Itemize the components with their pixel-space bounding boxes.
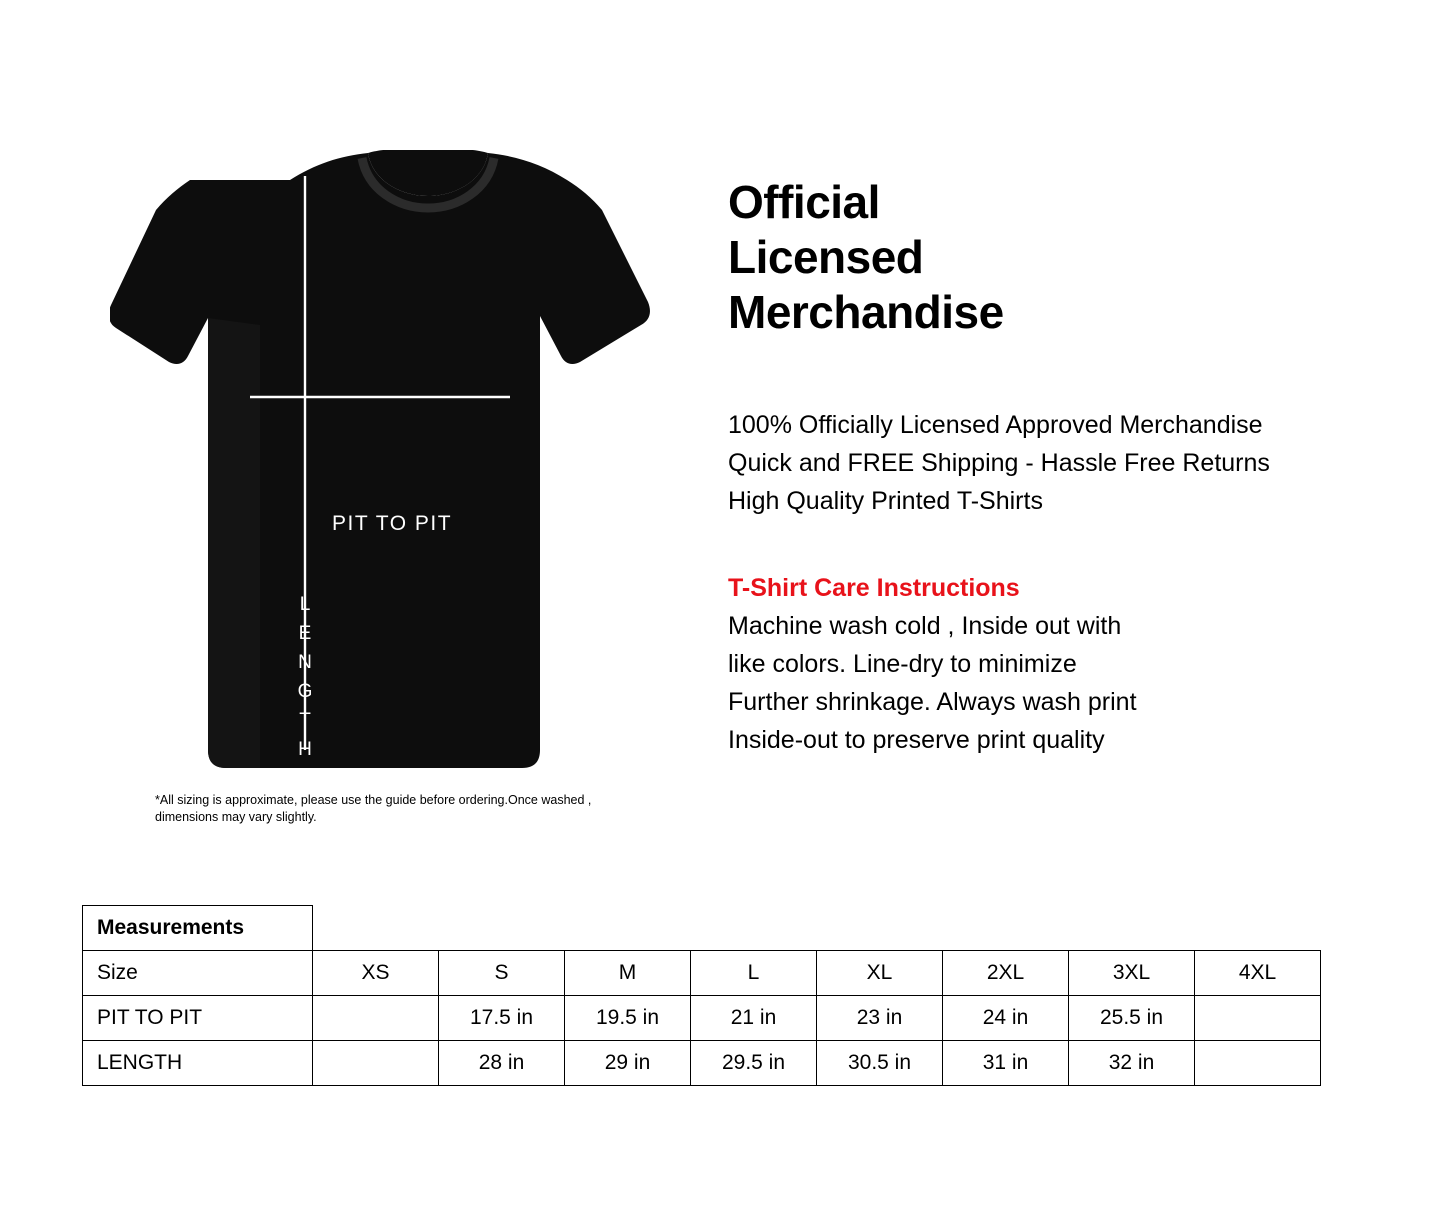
table-row-pit-to-pit <box>83 996 1321 1041</box>
care-line: like colors. Line-dry to minimize <box>728 650 1077 678</box>
care-instructions-heading: T-Shirt Care Instructions <box>728 574 1020 602</box>
size-header-4xl: 4XL <box>1195 951 1321 996</box>
cell-pit-to-pit-2xl: 24 in <box>943 996 1069 1041</box>
table-row-title <box>83 906 1321 951</box>
pit-to-pit-label: PIT TO PIT <box>332 512 453 535</box>
cell-length-2xl: 31 in <box>943 1041 1069 1086</box>
spacer-cell <box>1069 906 1195 951</box>
cell-pit-to-pit-3xl: 25.5 in <box>1069 996 1195 1041</box>
length-letter: H <box>298 739 312 760</box>
cell-length-m: 29 in <box>565 1041 691 1086</box>
cell-pit-to-pit-xs <box>313 996 439 1041</box>
table-title: Measurements <box>83 906 313 951</box>
size-header-2xl: 2XL <box>943 951 1069 996</box>
length-letter: G <box>297 681 313 702</box>
table-row-sizes <box>83 951 1321 996</box>
selling-point: High Quality Printed T-Shirts <box>728 487 1043 515</box>
headline-line-2: Licensed <box>728 231 924 283</box>
row-label-size: Size <box>83 951 313 996</box>
size-header-xl: XL <box>817 951 943 996</box>
length-label <box>293 590 317 764</box>
cell-pit-to-pit-s: 17.5 in <box>439 996 565 1041</box>
cell-length-l: 29.5 in <box>691 1041 817 1086</box>
shirt-illustration <box>110 150 670 850</box>
row-label-pit-to-pit: PIT TO PIT <box>83 996 313 1041</box>
care-line: Machine wash cold , Inside out with <box>728 612 1122 640</box>
size-header-s: S <box>439 951 565 996</box>
cell-length-4xl <box>1195 1041 1321 1086</box>
headline-line-1: Official <box>728 176 880 228</box>
spacer-cell <box>1195 906 1321 951</box>
size-header-m: M <box>565 951 691 996</box>
length-letter: T <box>299 710 311 731</box>
tshirt-graphic <box>110 150 670 810</box>
cell-length-xl: 30.5 in <box>817 1041 943 1086</box>
spacer-cell <box>817 906 943 951</box>
spacer-cell <box>691 906 817 951</box>
cell-length-s: 28 in <box>439 1041 565 1086</box>
cell-pit-to-pit-l: 21 in <box>691 996 817 1041</box>
sizing-disclaimer: *All sizing is approximate, please use the guide before ordering.Once washed , dimensions may vary slightly. <box>155 793 592 824</box>
headline-line-3: Merchandise <box>728 286 1004 338</box>
selling-point: 100% Officially Licensed Approved Merchandise <box>728 411 1263 439</box>
size-header-l: L <box>691 951 817 996</box>
spacer-cell <box>439 906 565 951</box>
selling-points-list <box>728 406 1418 520</box>
cell-pit-to-pit-m: 19.5 in <box>565 996 691 1041</box>
measurements-table <box>82 905 1321 1086</box>
cell-length-xs <box>313 1041 439 1086</box>
care-instructions-text <box>728 607 1418 759</box>
care-line: Inside-out to preserve print quality <box>728 726 1105 754</box>
info-panel <box>728 175 1418 759</box>
size-header-3xl: 3XL <box>1069 951 1195 996</box>
spacer-cell <box>943 906 1069 951</box>
spacer-cell <box>313 906 439 951</box>
size-header-xs: XS <box>313 951 439 996</box>
length-letter: E <box>298 623 312 644</box>
selling-point: Quick and FREE Shipping - Hassle Free Returns <box>728 449 1270 477</box>
care-line: Further shrinkage. Always wash print <box>728 688 1137 716</box>
cell-pit-to-pit-4xl <box>1195 996 1321 1041</box>
page-title <box>728 175 1418 340</box>
cell-length-3xl: 32 in <box>1069 1041 1195 1086</box>
cell-pit-to-pit-xl: 23 in <box>817 996 943 1041</box>
length-letter: L <box>299 594 311 615</box>
spacer-cell <box>565 906 691 951</box>
table-row-length <box>83 1041 1321 1086</box>
length-letter: N <box>298 652 312 673</box>
row-label-length: LENGTH <box>83 1041 313 1086</box>
